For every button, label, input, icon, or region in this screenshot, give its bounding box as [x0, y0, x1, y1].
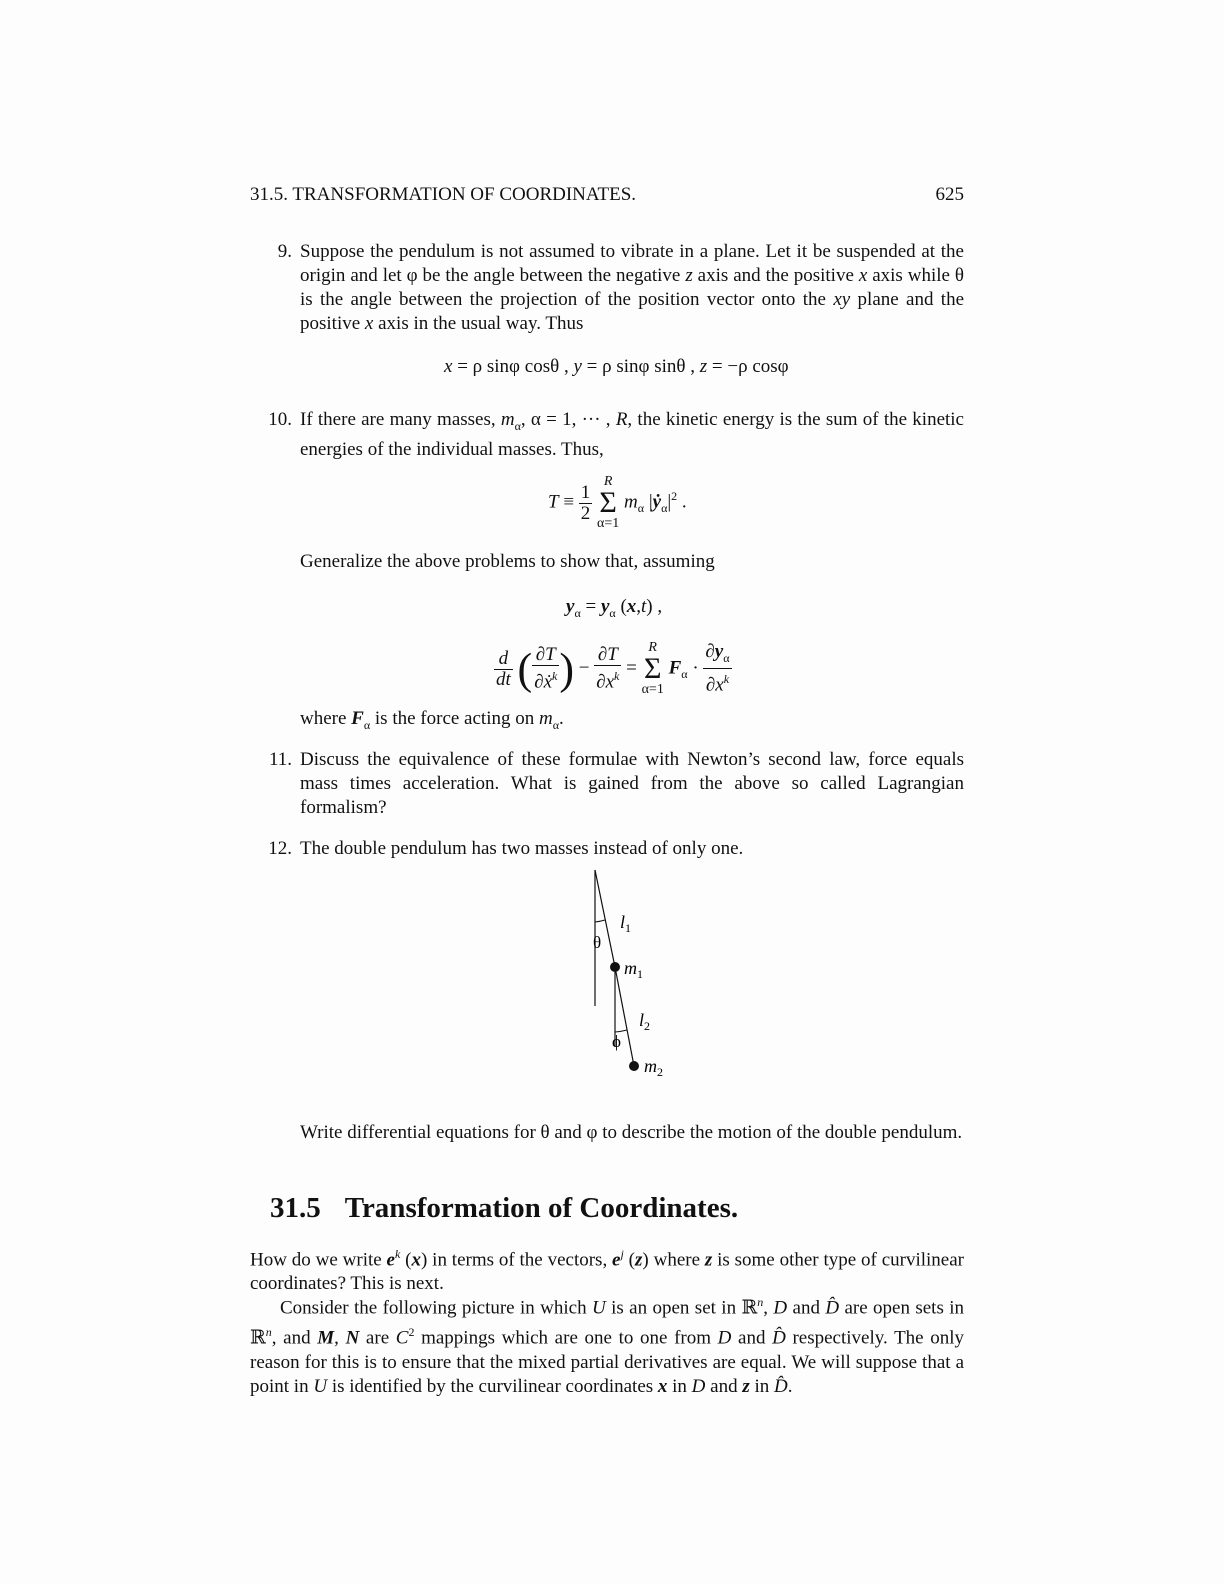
section-title: Transformation of Coordinates.	[344, 1192, 739, 1224]
rod-2	[615, 967, 634, 1066]
double-pendulum-figure	[560, 862, 700, 1082]
force-definition: where $F_\alpha$ is the force acting on $m_\alpha$.	[300, 708, 564, 732]
y-alpha-equation: $y_\alpha = y_\alpha$ (x,t) ,	[566, 596, 663, 620]
problem-9	[277, 240, 964, 336]
phi-label: ϕ	[612, 1032, 621, 1051]
m2-label: $m_2$	[644, 1056, 663, 1079]
l2-label: $l_2$	[639, 1010, 651, 1033]
problem-12-question: Write differential equations for θ and φ to describe the motion of the double pendulum.	[300, 1122, 963, 1143]
running-header	[250, 184, 964, 206]
problem-text: Suppose the pendulum is not assumed to vibrate in a plane. Let it be suspended at the origin and let φ be the angle between the negative z axis and the positive x axis while θ is the angle between the projection of the position vector onto the xy plane and the positive x axis in the usual way. Thus	[300, 241, 964, 334]
problem-text: If there are many masses, $m_\alpha$, α = 1, ··· , R, the kinetic energy is the sum of the kinetic energies of the individual masses. Thus,	[300, 409, 964, 460]
theta-label: θ	[593, 933, 602, 952]
running-title: 31.5. TRANSFORMATION OF COORDINATES.	[250, 184, 637, 205]
problem-text: The double pendulum has two masses instead of only one.	[300, 838, 744, 859]
generalize-text: Generalize the above problems to show that, assuming	[300, 551, 715, 572]
paragraph-1: How do we write $e^k$ (x) in terms of the vectors, $e^j$ (z) where z is some other type of curvilinear coordinates? This is next.	[250, 1247, 964, 1295]
page-number: 625	[935, 184, 964, 205]
paragraph-2: Consider the following picture in which U is an open set in ℝ$^n$, D and D̂ are open sets in ℝ$^n$, and M, N are $C^2$ mappings which are one to one from D and D̂ respectively. The only reason for this is to ensure that the mixed partial derivatives are equal. We will suppose that a point in U is identified by the curvilinear coordinates x in D and z in D̂.	[250, 1295, 965, 1397]
section-heading	[270, 1192, 738, 1225]
problem-12	[268, 837, 964, 861]
problem-text: Discuss the equivalence of these formulae with Newton’s second law, force equals mass times acceleration. What is gained from the above so called Lagrangian formalism?	[300, 749, 964, 818]
problem-10	[268, 408, 964, 462]
mass-2-bob	[629, 1061, 639, 1071]
problem-11	[268, 748, 964, 820]
problem-label: 9.	[277, 241, 292, 262]
lagrange-equation: $\frac{d}{dt}$ ( $\frac{\partial T}{\partial ẋ^k}$ ) − $\frac{\partial T}{\partial x^k}$ = R Σ α=1 $F_\alpha$ · $\frac{\partial y_\alpha}{\partial x^k}$	[496, 640, 730, 697]
kinetic-energy-equation: T ≡ $\frac{1}{2}$ R Σ α=1 $m_\alpha$ $|ẏ_\alpha|^2$ .	[548, 474, 687, 531]
problem-label: 12.	[268, 838, 292, 859]
spherical-coordinates-equation: x = ρ sinφ cosθ , y = ρ sinφ sinθ , z = −ρ cosφ	[444, 356, 789, 377]
mass-1-bob	[610, 962, 620, 972]
problem-label: 11.	[268, 749, 292, 770]
rod-1	[595, 870, 615, 967]
theta-arc	[595, 920, 605, 922]
section-number: 31.5	[270, 1192, 321, 1224]
l1-label: $l_1$	[620, 912, 632, 935]
m1-label: $m_1$	[624, 958, 643, 981]
problem-label: 10.	[268, 409, 292, 430]
